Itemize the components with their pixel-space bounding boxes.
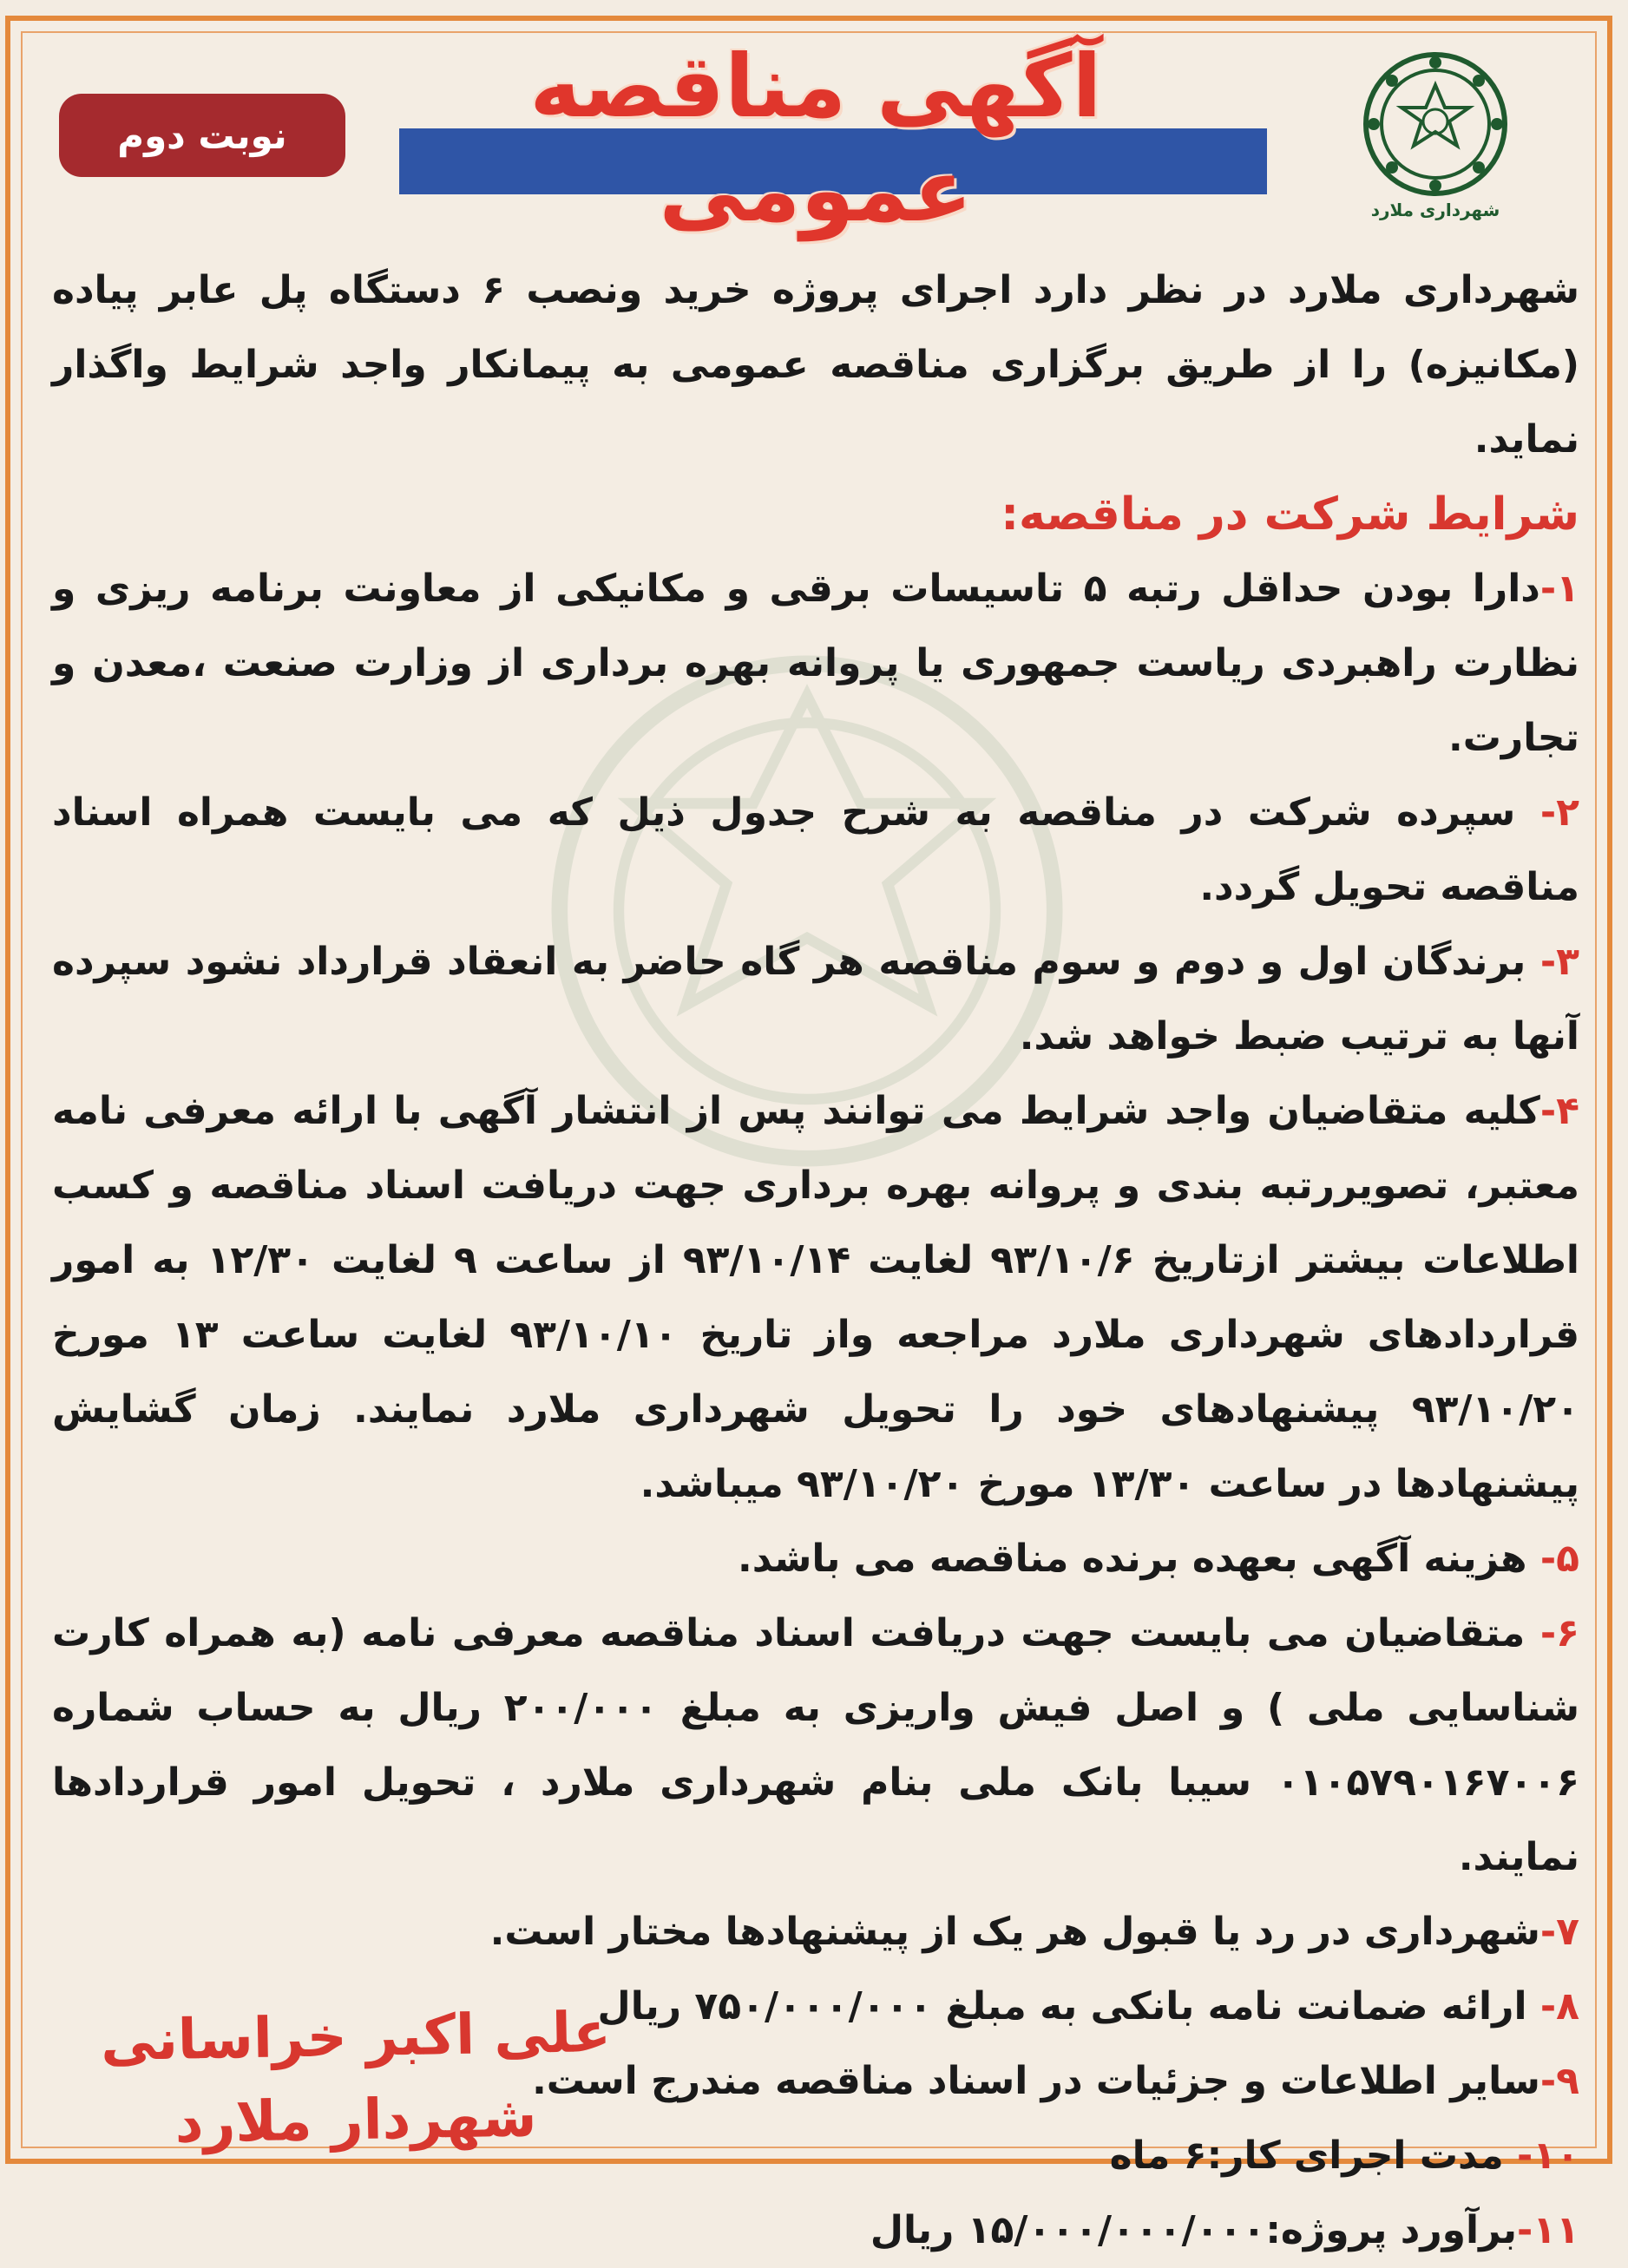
page-title: آگهی مناقصه عمومی [529,36,1102,241]
condition-text: کلیه متقاضیان واجد شرایط می توانند پس از انتشار آگهی با ارائه معرفی نامه معتبر، تصویررتبه بندی و پروانه بهره برداری جهت دریافت اسناد مناقصه و کسب اطلاعات بیشتر ازتاریخ ۹۳/۱۰/۶ لغایت ۹۳/۱۰/۱۴ از ساعت ۹ لغایت ۱۲/۳۰ به امور قراردادهای شهرداری ملارد مراجعه واز تاریخ ۹۳/۱۰/۱۰ لغایت ساعت ۱۳ مورخ ۹۳/۱۰/۲۰ پیشنهادهای خود را تحویل شهرداری ملارد نمایند. زمان گشایش پیشنهادها در ساعت ۱۳/۳۰ مورخ ۹۳/۱۰/۲۰ میباشد. [52,1089,1579,1506]
condition-number: ۴- [1539,1089,1579,1133]
condition-item-3 [52,925,1579,1074]
condition-number: ۵- [1539,1537,1579,1581]
condition-number: ۶- [1539,1611,1579,1655]
condition-number: ۸- [1539,1984,1579,2029]
intro-paragraph: شهرداری ملارد در نظر دارد اجرای پروژه خرید ونصب ۶ دستگاه پل عابر پیاده (مکانیزه) را از طریق برگزاری مناقصه عمومی به پیمانکار واجد شرایط واگذار نماید. [52,268,1579,462]
condition-text: هزینه آگهی بعهده برنده مناقصه می باشد. [737,1537,1540,1581]
condition-item-4 [52,1074,1579,1522]
condition-number: ۱- [1539,567,1579,611]
condition-item-6 [52,1596,1579,1895]
municipality-seal-icon [1362,50,1509,198]
condition-item-2 [52,776,1579,925]
condition-number: ۱۱- [1517,2208,1579,2252]
condition-item-11 [52,2193,1579,2268]
ad-body [52,253,1579,2268]
condition-number: ۹- [1539,2059,1579,2103]
condition-text: متقاضیان می بایست جهت دریافت اسناد مناقصه معرفی نامه (به همراه کارت شناسایی ملی ) و اصل فیش واریزی به مبلغ ۲۰۰/۰۰۰ ریال به حساب شماره ۰۱۰۵۷۹۰۱۶۷۰۰۶ سیبا بانک ملی بنام شهرداری ملارد ، تحویل امور قراردادها نمایند. [52,1611,1580,1879]
condition-item-7 [52,1895,1579,1970]
signer-name: علی اکبر خراسانی [100,2000,612,2075]
condition-text: سایر اطلاعات و جزئیات در اسناد مناقصه مندرج است. [532,2059,1540,2103]
logo-caption: شهرداری ملارد [1370,200,1500,220]
status-badge: نوبت دوم [59,94,345,177]
condition-text: دارا بودن حداقل رتبه ۵ تاسیسات برقی و مکانیکی از معاونت برنامه ریزی و نظارت راهبردی ریاست جمهوری یا پروانه بهره برداری از وزارت صنعت ،معدن و تجارت. [52,567,1579,760]
condition-text: مدت اجرای کار:۶ ماه [1109,2134,1518,2178]
municipality-logo [1349,50,1522,233]
signer-position: شهردار ملارد [174,2085,538,2156]
condition-text: شهرداری در رد یا قبول هر یک از پیشنهادها مختار است. [489,1910,1540,1954]
condition-text: ارائه ضمانت نامه بانکی به مبلغ ۷۵۰/۰۰۰/۰۰۰ ریال [597,1984,1540,2029]
condition-text: سپرده شرکت در مناقصه به شرح جدول ذیل که می بایست همراه اسناد مناقصه تحویل گردد. [52,790,1579,909]
condition-text: برآورد پروژه:۱۵/۰۰۰/۰۰۰/۰۰۰ ریال [870,2208,1518,2252]
condition-number: ۷- [1539,1910,1579,1954]
conditions-heading: شرایط شرکت در مناقصه: [1001,488,1579,541]
condition-item-5 [52,1522,1579,1596]
condition-number: ۱۰- [1517,2134,1579,2178]
condition-number: ۲- [1539,790,1579,835]
condition-number: ۳- [1539,940,1579,984]
condition-item-1 [52,552,1579,776]
signature-block [78,1996,633,2162]
condition-text: برندگان اول و دوم و سوم مناقصه هر گاه حاضر به انعقاد قرارداد نشود سپرده آنها به ترتیب ضبط خواهد شد. [52,940,1579,1059]
